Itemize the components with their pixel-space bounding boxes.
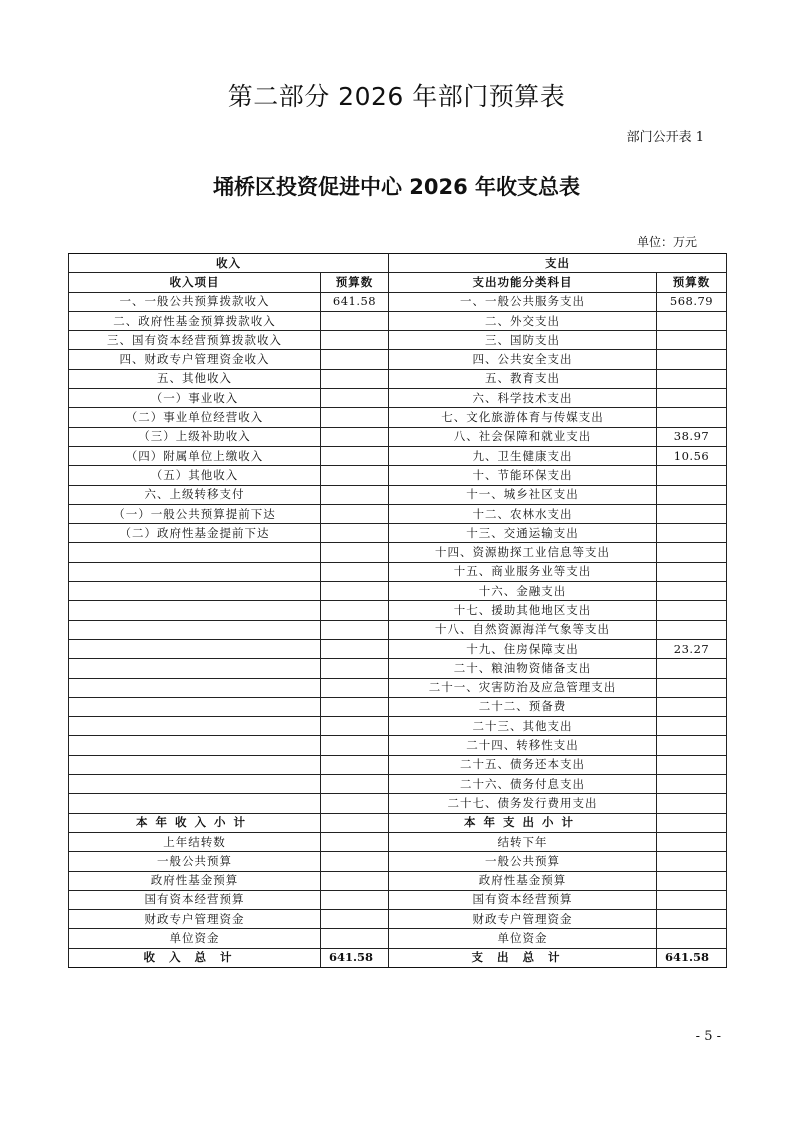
income-item-cell <box>69 775 321 794</box>
expense-item-cell: 七、文化旅游体育与传媒支出 <box>389 408 657 427</box>
expense-amount-cell <box>657 331 727 350</box>
expense-item-cell: 十九、住房保障支出 <box>389 639 657 658</box>
expense-item-cell: 六、科学技术支出 <box>389 389 657 408</box>
table-row <box>69 350 727 369</box>
income-item-cell <box>69 697 321 716</box>
section-header-row <box>69 254 727 273</box>
expense-item-cell: 二十一、灾害防治及应急管理支出 <box>389 678 657 697</box>
expense-item-cell: 十六、金融支出 <box>389 582 657 601</box>
expense-amount-cell <box>657 794 727 813</box>
income-amount-cell <box>321 832 389 851</box>
income-amount-cell <box>321 639 389 658</box>
expense-item-cell: 八、社会保障和就业支出 <box>389 427 657 446</box>
table-row <box>69 794 727 813</box>
income-section-header: 收入 <box>69 254 389 273</box>
expense-amount-cell <box>657 562 727 581</box>
income-amount-cell <box>321 717 389 736</box>
page-number: - 5 - <box>695 1029 721 1044</box>
expense-item-cell: 二十四、转移性支出 <box>389 736 657 755</box>
expense-item-cell: 政府性基金预算 <box>389 871 657 890</box>
income-item-cell: （四）附属单位上缴收入 <box>69 446 321 465</box>
income-amount-cell <box>321 910 389 929</box>
income-amount-cell <box>321 736 389 755</box>
income-item-cell: 政府性基金预算 <box>69 871 321 890</box>
table-row <box>69 697 727 716</box>
income-amount-cell <box>321 524 389 543</box>
expense-item-cell: 九、卫生健康支出 <box>389 446 657 465</box>
expense-item-cell: 单位资金 <box>389 929 657 948</box>
table-row <box>69 852 727 871</box>
table-row <box>69 717 727 736</box>
expense-item-cell: 结转下年 <box>389 832 657 851</box>
income-item-cell: 本年收入小计 <box>69 813 321 832</box>
expense-amount-cell <box>657 832 727 851</box>
income-amount-cell <box>321 852 389 871</box>
expense-amount-cell <box>657 813 727 832</box>
income-item-cell <box>69 794 321 813</box>
income-amount-cell <box>321 620 389 639</box>
income-item-cell: 上年结转数 <box>69 832 321 851</box>
expense-amount-cell: 568.79 <box>657 292 727 311</box>
income-amount-cell <box>321 929 389 948</box>
table-row <box>69 910 727 929</box>
expense-amount-cell: 38.97 <box>657 427 727 446</box>
form-number: 部门公开表 1 <box>626 130 704 145</box>
table-row <box>69 582 727 601</box>
expense-amount-cell <box>657 678 727 697</box>
expense-item-cell: 一般公共预算 <box>389 852 657 871</box>
income-item-cell: 一般公共预算 <box>69 852 321 871</box>
table-row <box>69 775 727 794</box>
part-title: 第二部分 2026 年部门预算表 <box>227 82 566 111</box>
expense-amount-cell <box>657 852 727 871</box>
income-amount-column-header: 预算数 <box>321 273 389 292</box>
expense-item-cell: 财政专户管理资金 <box>389 910 657 929</box>
expense-amount-cell <box>657 543 727 562</box>
income-item-cell: （一）一般公共预算提前下达 <box>69 504 321 523</box>
income-amount-cell <box>321 794 389 813</box>
expense-amount-cell <box>657 408 727 427</box>
expense-amount-cell <box>657 755 727 774</box>
income-item-cell <box>69 736 321 755</box>
income-item-column-header: 收入项目 <box>69 273 321 292</box>
expense-item-cell: 十四、资源勘探工业信息等支出 <box>389 543 657 562</box>
budget-table-body <box>69 254 727 968</box>
table-row <box>69 890 727 909</box>
income-amount-cell <box>321 601 389 620</box>
expense-item-cell: 一、一般公共服务支出 <box>389 292 657 311</box>
expense-amount-cell <box>657 717 727 736</box>
table-row <box>69 504 727 523</box>
income-item-cell: 一、一般公共预算拨款收入 <box>69 292 321 311</box>
expense-item-cell: 二、外交支出 <box>389 311 657 330</box>
income-amount-cell <box>321 755 389 774</box>
table-row <box>69 871 727 890</box>
income-amount-cell: 641.58 <box>321 948 389 967</box>
table-row <box>69 408 727 427</box>
income-item-cell <box>69 601 321 620</box>
table-row <box>69 369 727 388</box>
income-item-cell: （一）事业收入 <box>69 389 321 408</box>
table-row <box>69 601 727 620</box>
income-item-cell: （三）上级补助收入 <box>69 427 321 446</box>
expense-amount-cell <box>657 697 727 716</box>
income-item-cell <box>69 639 321 658</box>
income-amount-cell <box>321 350 389 369</box>
income-item-cell: （五）其他收入 <box>69 466 321 485</box>
income-amount-cell <box>321 466 389 485</box>
expense-item-cell: 十二、农林水支出 <box>389 504 657 523</box>
table-row <box>69 311 727 330</box>
income-amount-cell <box>321 446 389 465</box>
table-row <box>69 832 727 851</box>
table-row <box>69 736 727 755</box>
expense-item-cell: 支出总计 <box>389 948 657 967</box>
table-row <box>69 427 727 446</box>
budget-table <box>68 253 727 968</box>
table-row <box>69 292 727 311</box>
income-item-cell <box>69 620 321 639</box>
table-row <box>69 562 727 581</box>
expense-item-cell: 二十二、预备费 <box>389 697 657 716</box>
income-item-cell: 六、上级转移支付 <box>69 485 321 504</box>
income-item-cell: （二）政府性基金提前下达 <box>69 524 321 543</box>
income-item-cell: 单位资金 <box>69 929 321 948</box>
column-header-row <box>69 273 727 292</box>
expense-item-column-header: 支出功能分类科目 <box>389 273 657 292</box>
table-row <box>69 389 727 408</box>
expense-amount-cell: 10.56 <box>657 446 727 465</box>
income-amount-cell <box>321 369 389 388</box>
expense-section-header: 支出 <box>389 254 727 273</box>
income-item-cell <box>69 717 321 736</box>
page-title: 埇桥区投资促进中心 2026 年收支总表 <box>212 175 581 199</box>
income-amount-cell <box>321 659 389 678</box>
expense-item-cell: 十七、援助其他地区支出 <box>389 601 657 620</box>
expense-amount-cell <box>657 369 727 388</box>
income-amount-cell <box>321 427 389 446</box>
income-amount-cell <box>321 504 389 523</box>
expense-item-cell: 二十、粮油物资储备支出 <box>389 659 657 678</box>
table-row <box>69 446 727 465</box>
income-amount-cell <box>321 389 389 408</box>
table-row <box>69 485 727 504</box>
expense-amount-cell: 23.27 <box>657 639 727 658</box>
expense-amount-cell <box>657 582 727 601</box>
income-item-cell: 二、政府性基金预算拨款收入 <box>69 311 321 330</box>
table-row <box>69 929 727 948</box>
expense-amount-cell <box>657 736 727 755</box>
table-row <box>69 466 727 485</box>
expense-amount-cell <box>657 504 727 523</box>
income-item-cell: 四、财政专户管理资金收入 <box>69 350 321 369</box>
table-row <box>69 659 727 678</box>
expense-amount-cell <box>657 929 727 948</box>
unit-label: 单位：万元 <box>636 235 697 249</box>
income-amount-cell <box>321 871 389 890</box>
income-amount-cell <box>321 582 389 601</box>
expense-amount-cell <box>657 775 727 794</box>
income-amount-cell <box>321 697 389 716</box>
expense-item-cell: 二十三、其他支出 <box>389 717 657 736</box>
expense-amount-cell <box>657 466 727 485</box>
expense-amount-cell <box>657 389 727 408</box>
income-item-cell <box>69 562 321 581</box>
expense-item-cell: 十、节能环保支出 <box>389 466 657 485</box>
income-item-cell: 五、其他收入 <box>69 369 321 388</box>
expense-amount-column-header: 预算数 <box>657 273 727 292</box>
income-amount-cell <box>321 311 389 330</box>
income-amount-cell <box>321 813 389 832</box>
expense-item-cell: 四、公共安全支出 <box>389 350 657 369</box>
expense-item-cell: 十五、商业服务业等支出 <box>389 562 657 581</box>
subtotal-row <box>69 813 727 832</box>
income-item-cell: 国有资本经营预算 <box>69 890 321 909</box>
table-row <box>69 620 727 639</box>
expense-item-cell: 十一、城乡社区支出 <box>389 485 657 504</box>
table-row <box>69 331 727 350</box>
income-item-cell <box>69 659 321 678</box>
income-amount-cell <box>321 678 389 697</box>
total-row <box>69 948 727 967</box>
expense-amount-cell <box>657 620 727 639</box>
expense-amount-cell <box>657 871 727 890</box>
expense-amount-cell: 641.58 <box>657 948 727 967</box>
expense-item-cell: 本年支出小计 <box>389 813 657 832</box>
table-row <box>69 755 727 774</box>
income-amount-cell <box>321 408 389 427</box>
income-item-cell: 收入总计 <box>69 948 321 967</box>
expense-item-cell: 国有资本经营预算 <box>389 890 657 909</box>
expense-amount-cell <box>657 601 727 620</box>
expense-amount-cell <box>657 910 727 929</box>
expense-amount-cell <box>657 659 727 678</box>
expense-item-cell: 三、国防支出 <box>389 331 657 350</box>
table-row <box>69 678 727 697</box>
income-item-cell <box>69 582 321 601</box>
expense-item-cell: 五、教育支出 <box>389 369 657 388</box>
income-amount-cell <box>321 775 389 794</box>
table-row <box>69 543 727 562</box>
income-amount-cell: 641.58 <box>321 292 389 311</box>
table-row <box>69 524 727 543</box>
expense-item-cell: 二十七、债务发行费用支出 <box>389 794 657 813</box>
expense-item-cell: 十三、交通运输支出 <box>389 524 657 543</box>
income-amount-cell <box>321 543 389 562</box>
income-item-cell: 三、国有资本经营预算拨款收入 <box>69 331 321 350</box>
income-item-cell: （二）事业单位经营收入 <box>69 408 321 427</box>
table-row <box>69 639 727 658</box>
expense-amount-cell <box>657 524 727 543</box>
expense-amount-cell <box>657 890 727 909</box>
income-item-cell <box>69 678 321 697</box>
income-item-cell: 财政专户管理资金 <box>69 910 321 929</box>
expense-item-cell: 二十六、债务付息支出 <box>389 775 657 794</box>
income-amount-cell <box>321 331 389 350</box>
expense-amount-cell <box>657 350 727 369</box>
expense-item-cell: 十八、自然资源海洋气象等支出 <box>389 620 657 639</box>
income-item-cell <box>69 755 321 774</box>
income-item-cell <box>69 543 321 562</box>
income-amount-cell <box>321 562 389 581</box>
income-amount-cell <box>321 485 389 504</box>
expense-item-cell: 二十五、债务还本支出 <box>389 755 657 774</box>
expense-amount-cell <box>657 311 727 330</box>
income-amount-cell <box>321 890 389 909</box>
expense-amount-cell <box>657 485 727 504</box>
